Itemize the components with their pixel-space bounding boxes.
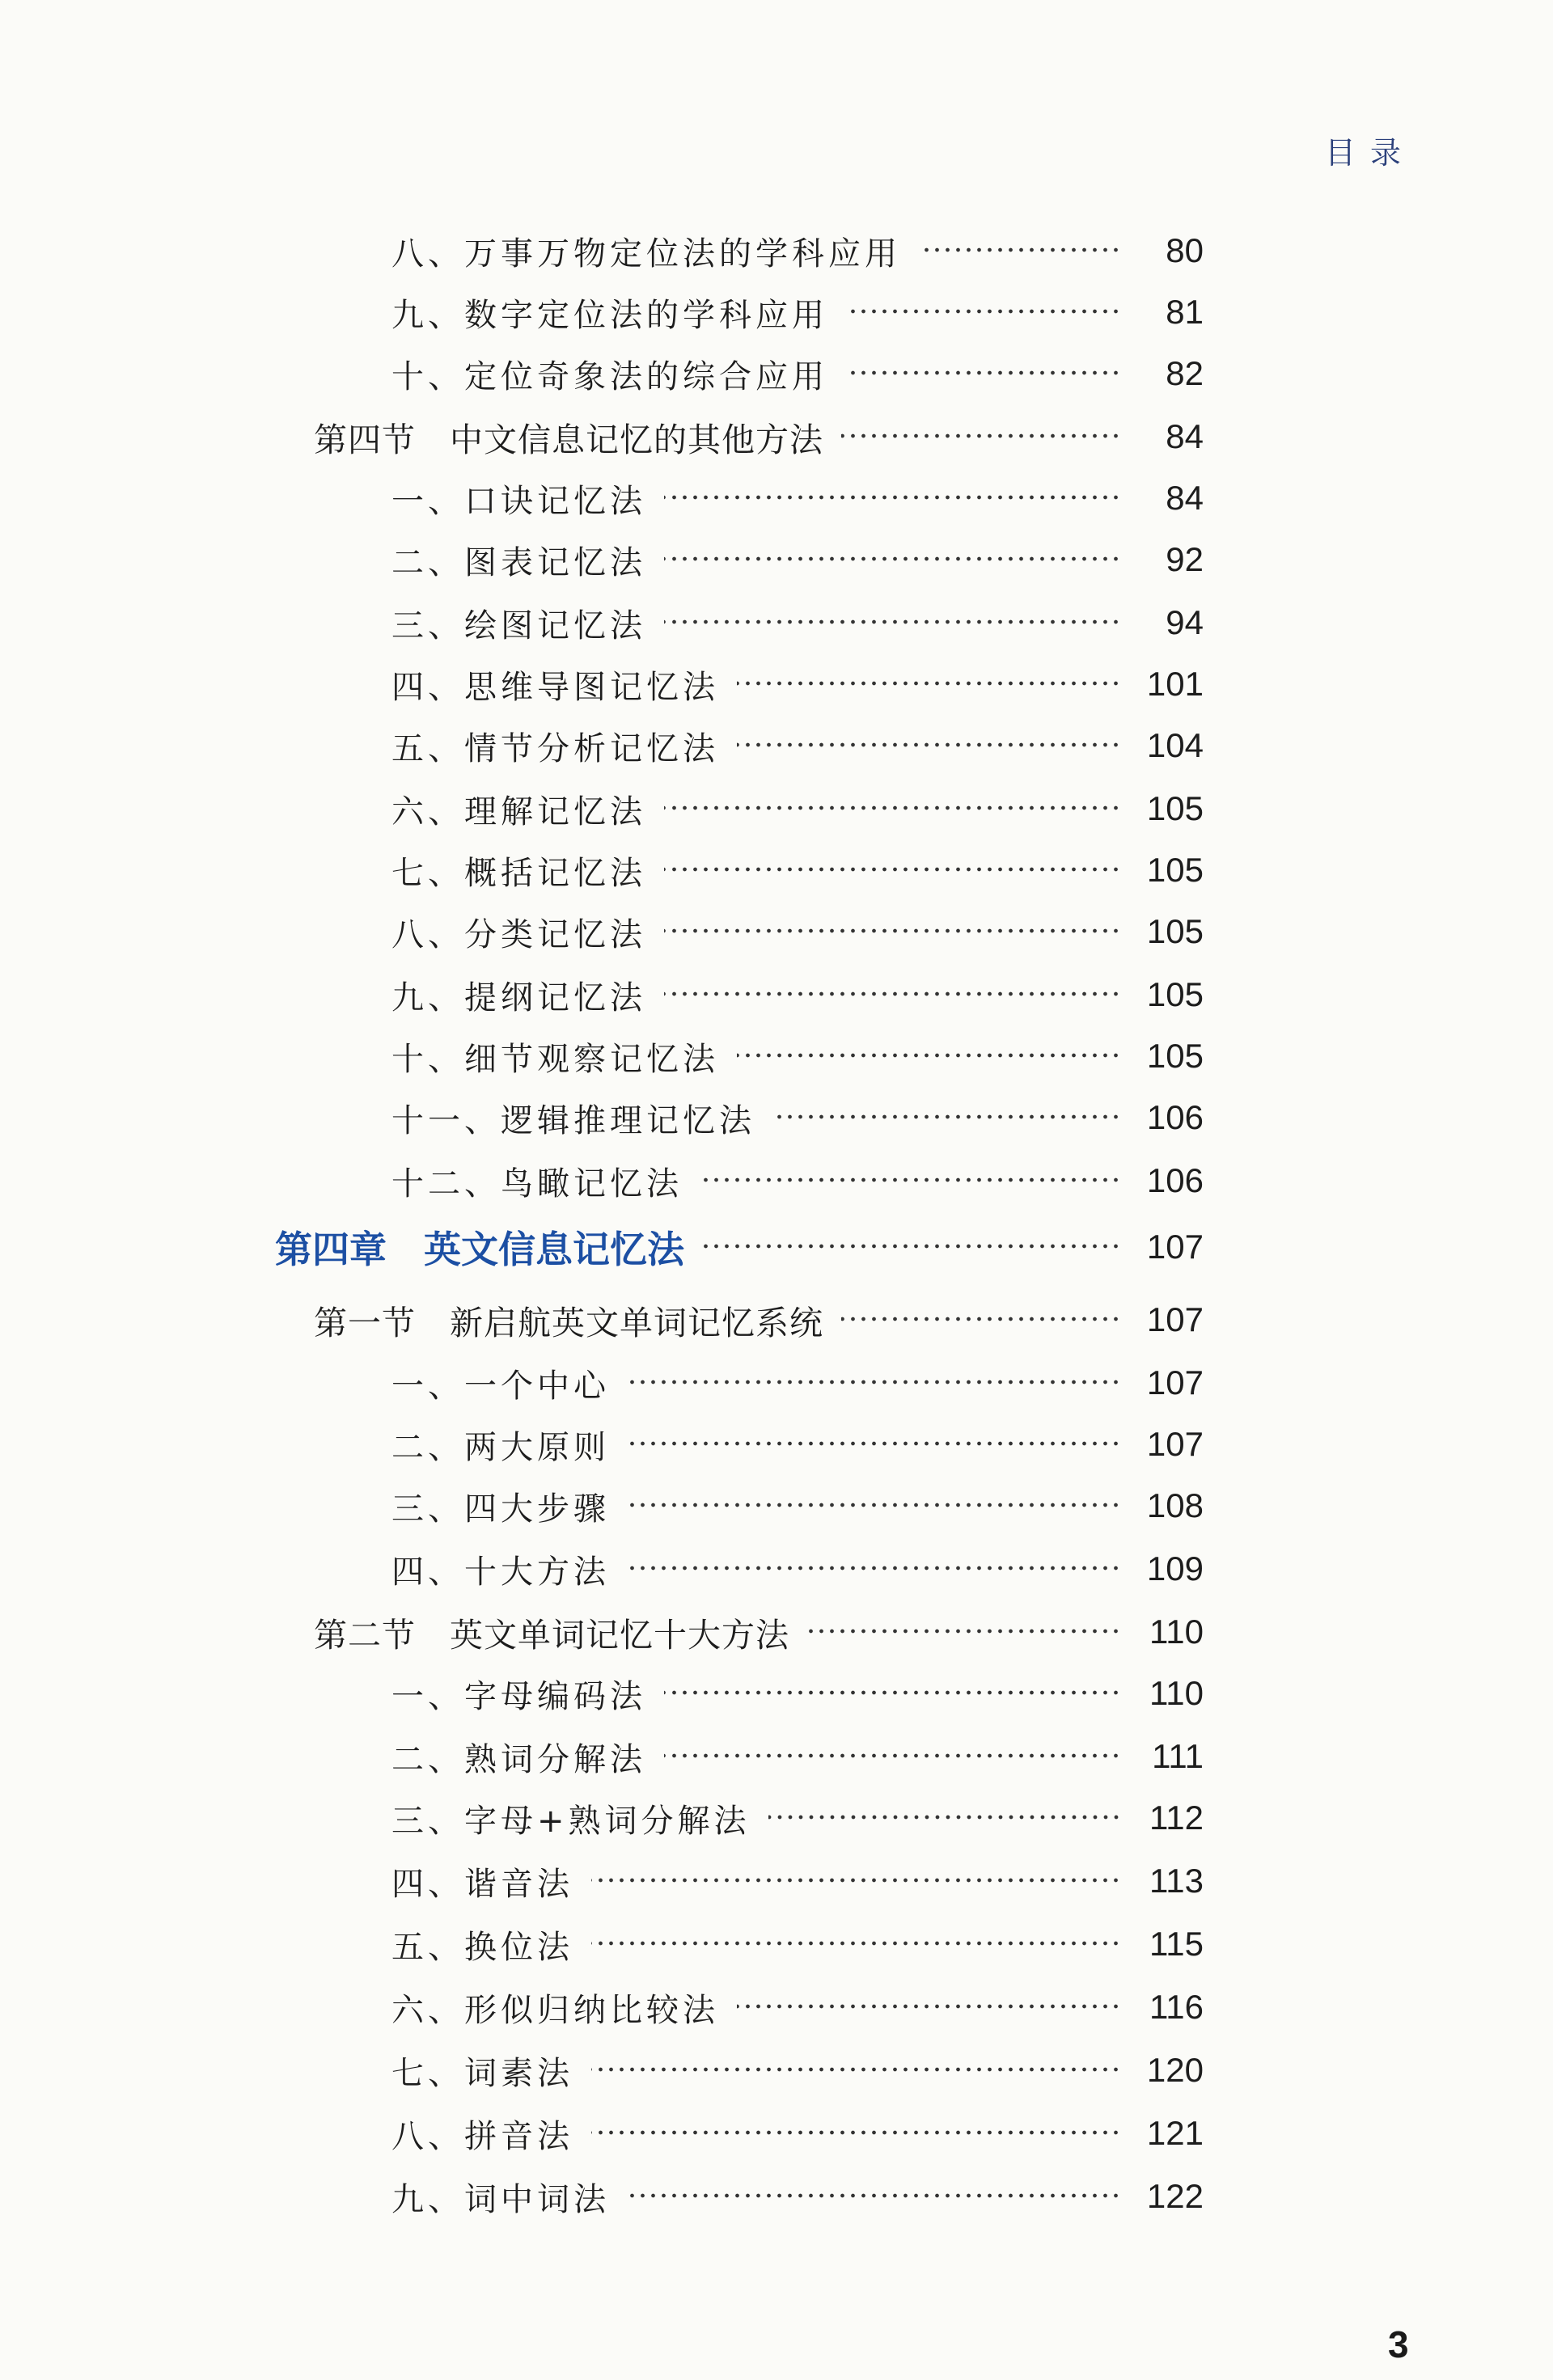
toc-entry-item: [0, 1418, 1553, 1470]
toc-entry-item: [0, 286, 1553, 338]
toc-entry-item: [0, 1357, 1553, 1409]
toc-entry-title: 九、词中词法: [391, 2180, 610, 2218]
toc-entry-item: [0, 1855, 1553, 1907]
dot-leader: [737, 1981, 1121, 2033]
dot-leader: [628, 1418, 1121, 1470]
toc-entry-page: 82: [1166, 354, 1204, 392]
toc-entry-title: 十、定位奇象法的综合应用: [391, 357, 828, 395]
dot-leader: [628, 1543, 1121, 1595]
toc-entry-item: [0, 1092, 1553, 1143]
toc-entry-title: 八、拼音法: [391, 2117, 573, 2155]
toc-entry-page: 113: [1149, 1862, 1204, 1900]
toc-entry-title: 六、理解记忆法: [391, 793, 646, 831]
toc-entry-item: [0, 720, 1553, 771]
toc-entry-page: 84: [1166, 417, 1204, 455]
toc-entry-page: 104: [1146, 726, 1204, 764]
toc-entry-page: 110: [1149, 1674, 1204, 1712]
toc-entry-page: 84: [1166, 479, 1204, 517]
toc-entry-page: 107: [1146, 1300, 1204, 1338]
dot-leader: [768, 1792, 1121, 1844]
toc-entry-item: [0, 906, 1553, 957]
toc-entry-section: [0, 1294, 1553, 1346]
toc-entry-title: 九、数字定位法的学科应用: [391, 296, 828, 334]
toc-entry-title: 一、一个中心: [391, 1367, 610, 1405]
dot-leader: [846, 348, 1121, 399]
dot-leader: [591, 1855, 1121, 1907]
toc-entry-item: [0, 1155, 1553, 1207]
dot-leader: [628, 1357, 1121, 1409]
toc-entry-page: 120: [1146, 2051, 1204, 2089]
toc-entry-title: 十二、鸟瞰记忆法: [391, 1165, 683, 1203]
dot-leader: [591, 1918, 1121, 1970]
toc-entry-page: 81: [1166, 293, 1204, 331]
toc-entry-item: [0, 225, 1553, 277]
toc-entry-page: 107: [1146, 1228, 1204, 1266]
dot-leader: [773, 1092, 1121, 1143]
toc-entry-page: 105: [1146, 975, 1204, 1013]
toc-entry-section: [0, 1606, 1553, 1658]
dot-leader: [700, 1155, 1121, 1207]
toc-entry-title: 一、字母编码法: [391, 1677, 646, 1715]
toc-entry-title: 八、分类记忆法: [391, 915, 646, 953]
toc-entry-item: [0, 1981, 1553, 2033]
toc-entry-item: [0, 969, 1553, 1021]
toc-entry-title: 一、口诀记忆法: [391, 482, 646, 520]
toc-entry-page: 112: [1149, 1799, 1204, 1837]
toc-entry-item: [0, 1030, 1553, 1082]
toc-entry-title: 六、形似归纳比较法: [391, 1991, 719, 2029]
toc-entry-page: 92: [1166, 540, 1204, 578]
toc-entry-title: 第二节 英文单词记忆十大方法: [314, 1615, 789, 1655]
dot-leader: [628, 1480, 1121, 1532]
toc-entry-item: [0, 348, 1553, 399]
toc-entry-item: [0, 2044, 1553, 2096]
toc-entry-title: 二、图表记忆法: [391, 543, 646, 581]
dot-leader: [664, 969, 1121, 1021]
toc-entry-page: 80: [1166, 231, 1204, 269]
toc-entry-title: 八、万事万物定位法的学科应用: [391, 235, 901, 273]
toc-entry-title: 九、提纲记忆法: [391, 979, 646, 1017]
toc-entry-page: 122: [1146, 2177, 1204, 2215]
toc-entry-page: 105: [1146, 912, 1204, 950]
dot-leader: [664, 1668, 1121, 1719]
toc-entry-title: 第四章 英文信息记忆法: [275, 1228, 684, 1271]
dot-leader: [591, 2044, 1121, 2096]
dot-leader: [919, 225, 1121, 277]
toc-entry-page: 106: [1146, 1098, 1204, 1136]
toc-entry-title: 五、换位法: [391, 1928, 573, 1966]
dot-leader: [664, 472, 1121, 524]
toc-entry-item: [0, 783, 1553, 835]
toc-entry-page: 105: [1146, 789, 1204, 827]
toc-entry-page: 109: [1146, 1549, 1204, 1587]
toc-entry-title: 四、思维导图记忆法: [391, 668, 719, 706]
toc-entry-page: 105: [1146, 1037, 1204, 1075]
dot-leader: [664, 597, 1121, 649]
dot-leader: [591, 2107, 1121, 2159]
dot-leader: [841, 1294, 1121, 1346]
dot-leader: [664, 906, 1121, 957]
toc-entry-page: 110: [1149, 1613, 1204, 1651]
dot-leader: [628, 2171, 1121, 2222]
toc-entry-title: 四、十大方法: [391, 1553, 610, 1591]
toc-entry-page: 115: [1149, 1925, 1204, 1963]
toc-entry-item: [0, 2171, 1553, 2222]
toc-entry-page: 105: [1146, 851, 1204, 889]
dot-leader: [737, 720, 1121, 771]
toc-entry-title: 七、词素法: [391, 2054, 573, 2092]
toc-entry-title: 五、情节分析记忆法: [391, 729, 719, 767]
toc-entry-title: 三、字母+熟词分解法: [391, 1802, 751, 1840]
dot-leader: [737, 1030, 1121, 1082]
toc-entry-item: [0, 1792, 1553, 1844]
dot-leader: [702, 1221, 1121, 1273]
toc-entry-chapter: [0, 1221, 1553, 1273]
dot-leader: [841, 411, 1121, 463]
toc-entry-item: [0, 1543, 1553, 1595]
running-header: 目录: [1325, 135, 1416, 171]
toc-entry-page: 106: [1146, 1161, 1204, 1199]
toc-entry-item: [0, 1480, 1553, 1532]
dot-leader: [846, 286, 1121, 338]
toc-entry-title: 第四节 中文信息记忆的其他方法: [314, 420, 823, 459]
dot-leader: [664, 534, 1121, 585]
toc-entry-item: [0, 534, 1553, 585]
toc-entry-title: 四、谐音法: [391, 1865, 573, 1903]
dot-leader: [664, 783, 1121, 835]
toc-entry-item: [0, 2107, 1553, 2159]
toc-entry-item: [0, 1668, 1553, 1719]
toc-entry-item: [0, 844, 1553, 896]
toc-entry-item: [0, 1731, 1553, 1782]
toc-entry-page: 101: [1146, 665, 1204, 703]
toc-entry-page: 116: [1149, 1988, 1204, 2026]
toc-entry-page: 111: [1152, 1737, 1204, 1775]
dot-leader: [664, 844, 1121, 896]
toc-entry-title: 十、细节观察记忆法: [391, 1040, 719, 1078]
toc-entry-title: 七、概括记忆法: [391, 854, 646, 892]
toc-entry-item: [0, 472, 1553, 524]
toc-entry-title: 三、四大步骤: [391, 1490, 610, 1528]
dot-leader: [807, 1606, 1121, 1658]
toc-entry-title: 十一、逻辑推理记忆法: [391, 1101, 755, 1139]
toc-entry-item: [0, 1918, 1553, 1970]
dot-leader: [664, 1731, 1121, 1782]
toc-entry-title: 二、熟词分解法: [391, 1740, 646, 1778]
toc-entry-item: [0, 658, 1553, 710]
page-number: 3: [1388, 2323, 1409, 2365]
toc-entry-title: 二、两大原则: [391, 1428, 610, 1466]
toc-entry-page: 107: [1146, 1425, 1204, 1463]
toc-entry-page: 121: [1146, 2114, 1204, 2152]
toc-entry-title: 三、绘图记忆法: [391, 607, 646, 645]
toc-entry-title: 第一节 新启航英文单词记忆系统: [314, 1303, 823, 1342]
toc-entry-page: 107: [1146, 1363, 1204, 1401]
dot-leader: [737, 658, 1121, 710]
toc-entry-page: 108: [1146, 1486, 1204, 1524]
toc-entry-section: [0, 411, 1553, 463]
toc-entry-page: 94: [1166, 603, 1204, 641]
toc-entry-item: [0, 597, 1553, 649]
